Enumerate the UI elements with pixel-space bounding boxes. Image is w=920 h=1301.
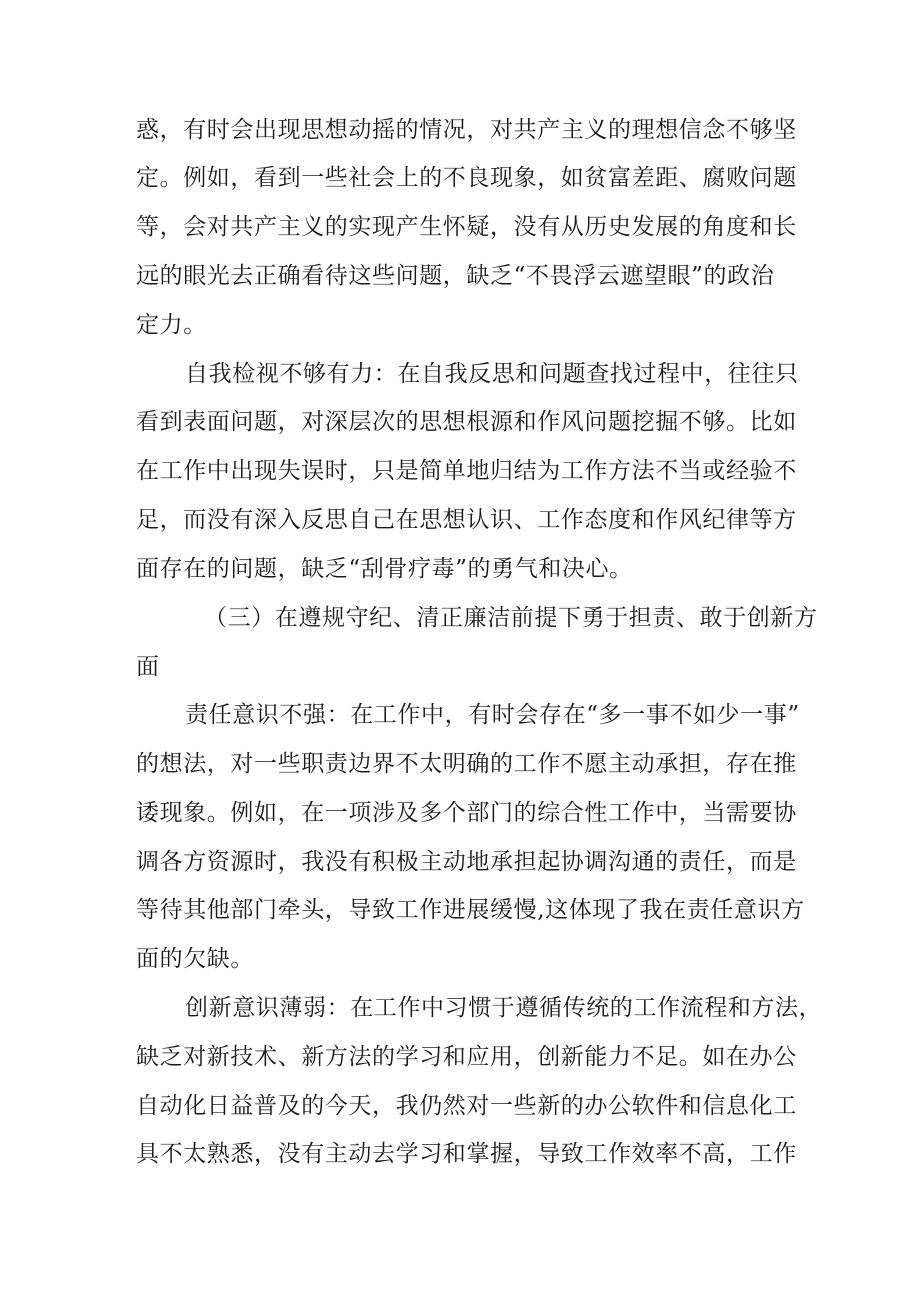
text-line: 惑，有时会出现思想动摇的情况，对共产主义的理想信念不够坚 [136,117,797,143]
text-line: 自动化日益普及的今天，我仍然对一些新的办公软件和信息化工 [136,1093,797,1119]
text-line: 等待其他部门牵头，导致工作进展缓慢,这体现了我在责任意识方 [136,897,805,923]
text-line: 缺乏对新技术、新方法的学习和应用，创新能力不足。如在办公 [136,1044,797,1070]
text-line: 面的欠缺。 [136,946,254,972]
text-line: 的想法，对一些职责边界不太明确的工作不愿主动承担，存在推 [136,751,797,777]
text-line: 调各方资源时，我没有积极主动地承担起协调沟通的责任，而是 [136,849,797,875]
text-line: 面存在的问题，缺乏“刮骨疗毒”的勇气和决心。 [136,556,633,582]
text-line: 具不太熟悉，没有主动去学习和掌握，导致工作效率不高，工作 [136,1141,797,1167]
text-line: 看到表面问题，对深层次的思想根源和作风问题挖掘不够。比如 [136,409,797,435]
text-line: 等，会对共产主义的实现产生怀疑，没有从历史发展的角度和长 [136,214,797,240]
paragraph-start: 创新意识薄弱：在工作中习惯于遵循传统的工作流程和方法， [185,995,823,1021]
paragraph-start: 自我检视不够有力：在自我反思和问题查找过程中，往往只 [185,361,799,387]
text-line: 足，而没有深入反思自己在思想认识、工作态度和作风纪律等方 [136,507,797,533]
section-heading-continued: 面 [136,654,160,680]
text-line: 定力。 [136,312,207,338]
text-line: 定。例如，看到一些社会上的不良现象，如贫富差距、腐败问题 [136,165,797,191]
text-line: 在工作中出现失误时，只是简单地归结为工作方法不当或经验不 [136,458,797,484]
text-line: 远的眼光去正确看待这些问题，缺乏“不畏浮云遮望眼”的政治 [136,263,775,289]
text-line: 诿现象。例如，在一项涉及多个部门的综合性工作中，当需要协 [136,800,797,826]
paragraph-start: 责任意识不强：在工作中，有时会存在“多一事不如少一事” [185,702,800,728]
section-heading: （三）在遵规守纪、清正廉洁前提下勇于担责、敢于创新方 [204,605,818,631]
